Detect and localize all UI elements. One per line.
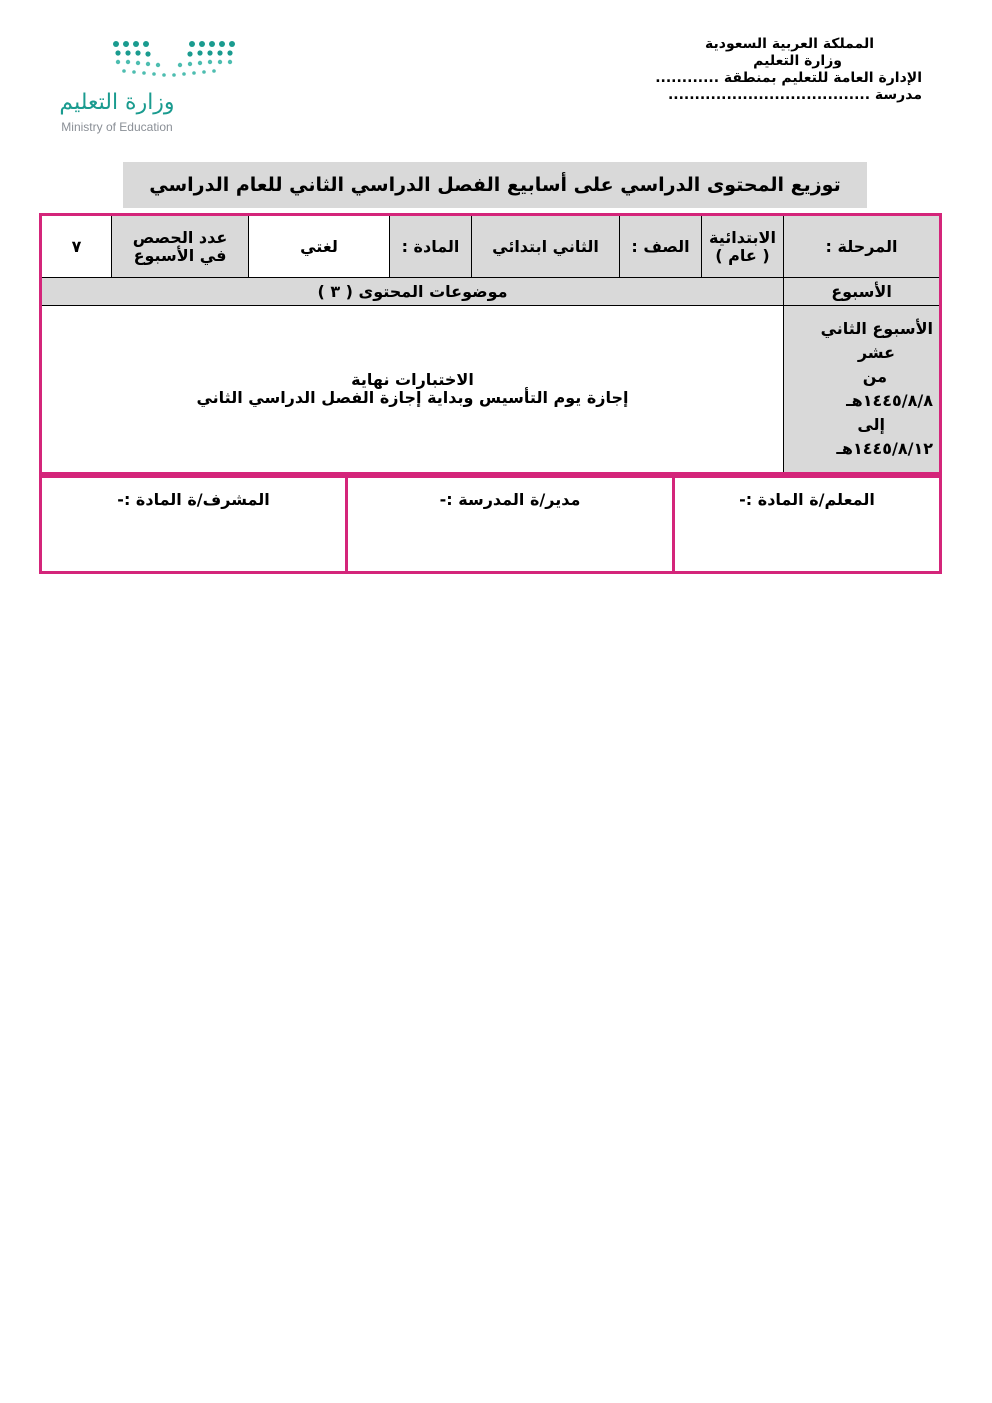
week-line6: ١٤٤٥/٨/١٢هـ bbox=[836, 439, 933, 458]
week-cell bbox=[784, 306, 941, 474]
principal-signature: مدير/ة المدرسة :- bbox=[347, 477, 674, 573]
supervisor-signature: المشرف/ة المادة :- bbox=[41, 477, 347, 573]
stage-value bbox=[702, 215, 784, 278]
school-line: مدرسة ...................................... bbox=[667, 87, 922, 103]
header-row bbox=[41, 278, 941, 306]
content-line1: الاختبارات نهاية bbox=[351, 370, 474, 389]
stage-value-line1: الابتدائية bbox=[709, 227, 776, 247]
week-line4: ١٤٤٥/٨/٨هـ bbox=[846, 391, 933, 410]
kingdom-name: المملكة العربية السعودية bbox=[705, 36, 874, 52]
logo-english-text: Ministry of Education bbox=[61, 120, 173, 134]
week-line2: عشر bbox=[857, 343, 895, 362]
grade-label: الصف : bbox=[620, 215, 702, 278]
administration-line: الإدارة العامة للتعليم بمنطقة ............ bbox=[655, 70, 922, 86]
ministry-name: وزارة التعليم bbox=[753, 53, 842, 69]
stage-label: المرحلة : bbox=[784, 215, 941, 278]
periods-label-line2: في الأسبوع bbox=[133, 245, 227, 265]
logo-arabic-text: وزارة التعليم bbox=[59, 90, 175, 115]
subject-label: المادة : bbox=[390, 215, 472, 278]
week-line1: الأسبوع الثاني bbox=[820, 319, 933, 338]
teacher-signature: المعلم/ة المادة :- bbox=[674, 477, 941, 573]
grade-value: الثاني ابتدائي bbox=[472, 215, 620, 278]
page-title: توزيع المحتوى الدراسي على أسابيع الفصل الدراسي الثاني للعام الدراسي bbox=[123, 162, 867, 208]
content-cell bbox=[41, 306, 784, 474]
week-header: الأسبوع bbox=[784, 278, 941, 306]
periods-label-line1: عدد الحصص bbox=[132, 227, 228, 247]
subject-value: لغتي bbox=[249, 215, 390, 278]
periods-label bbox=[112, 215, 249, 278]
content-line2: إجازة يوم التأسيس وبداية إجازة الفصل الدراسي الثاني bbox=[196, 388, 629, 407]
week-row bbox=[41, 306, 941, 474]
info-row bbox=[41, 215, 941, 278]
letterhead bbox=[622, 36, 922, 104]
week-line5: إلى bbox=[857, 415, 885, 434]
signatures-table bbox=[39, 475, 942, 574]
content-distribution-table bbox=[39, 213, 942, 475]
stage-value-line2: ( عام ) bbox=[715, 245, 770, 265]
topics-header: موضوعات المحتوى ( ٣ ) bbox=[41, 278, 784, 306]
periods-value: ٧ bbox=[41, 215, 112, 278]
week-line3: من bbox=[862, 367, 887, 386]
